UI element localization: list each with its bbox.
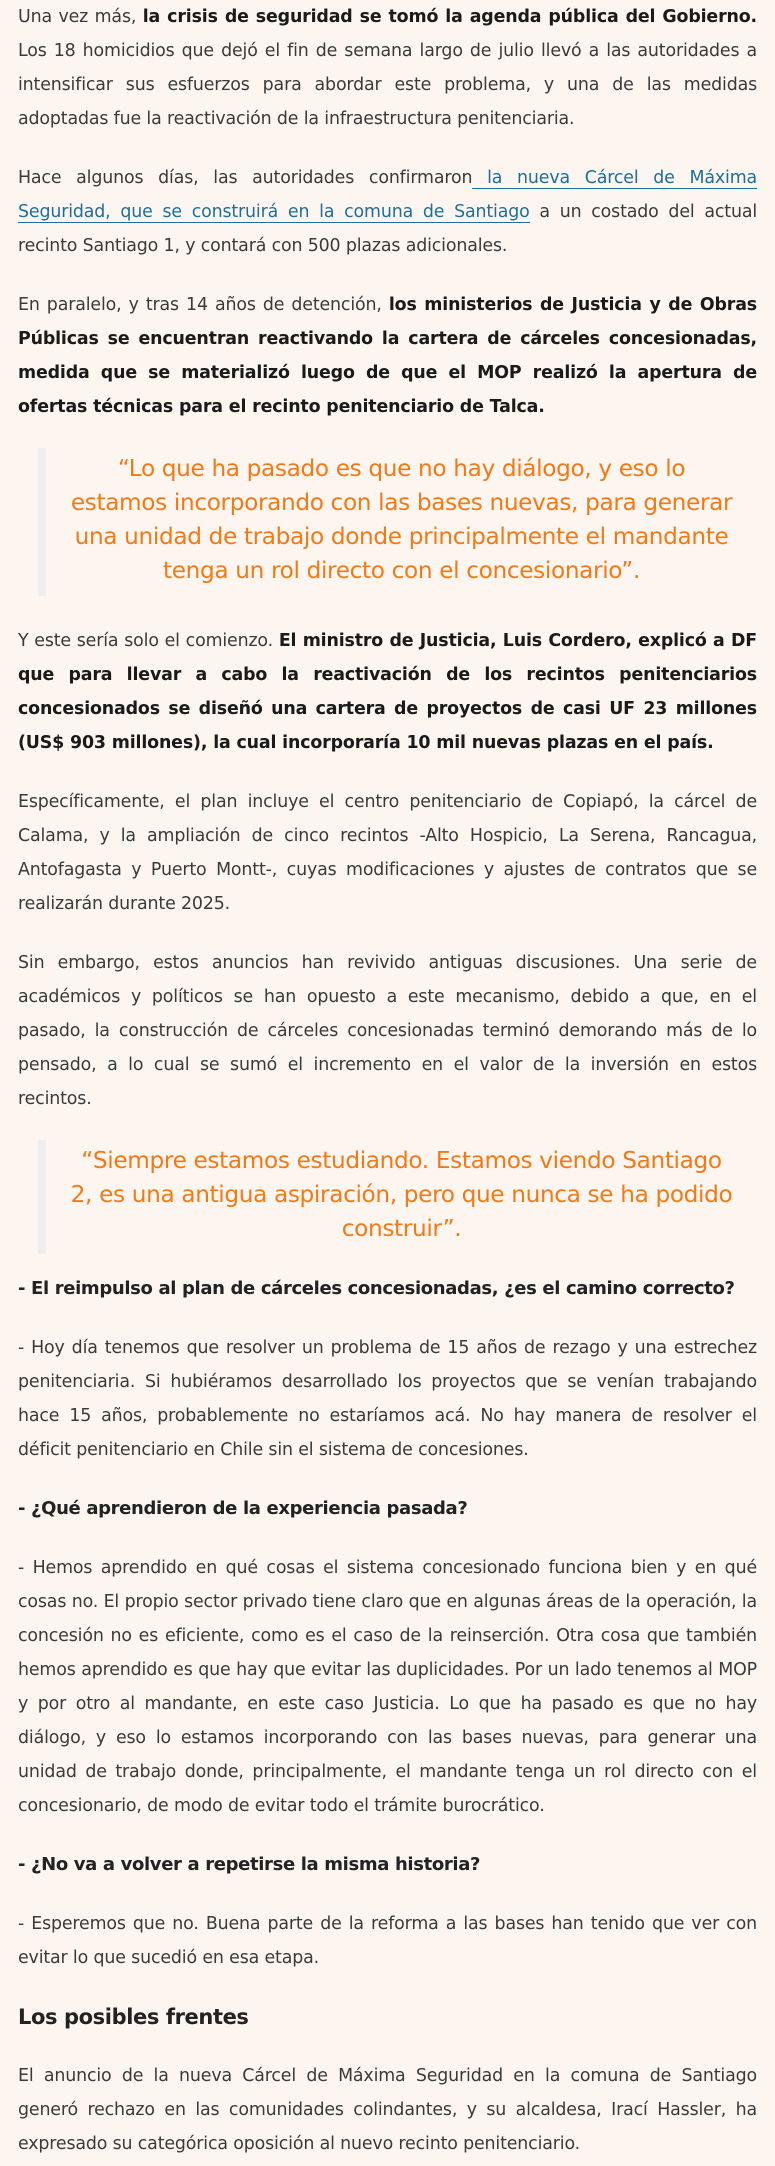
paragraph-new-prison <box>18 161 757 263</box>
interview-question-3: - ¿No va a volver a repetirse la misma historia? <box>18 1854 481 1875</box>
text-run: Y este sería solo el comienzo. <box>18 631 279 651</box>
pull-quote-santiago-2: “Siempre estamos estudiando. Estamos viendo Santiago 2, es una antigua aspiración, pero que nunca se ha podido construir”. <box>38 1140 757 1254</box>
paragraph-plan-details: Específicamente, el plan incluye el centro penitenciario de Copiapó, la cárcel de Calama, y la ampliación de cinco recintos -Alto Hospicio, La Serena, Rancagua, Antofagasta y Puerto Montt-, cuyas modificaciones y ajustes de contratos que se realizarán durante 2025. <box>18 792 757 914</box>
text-run: a un costado del actual recinto Santiago 1, y contará con 500 plazas adicionales. <box>18 202 758 256</box>
pull-quote-dialogue: “Lo que ha pasado es que no hay diálogo, y eso lo estamos incorporando con las bases nuevas, para generar una unidad de trabajo donde principalmente el mandante tenga un rol directo con el concesionario”. <box>38 448 757 596</box>
interview-answer-2: - Hemos aprendido en qué cosas el sistema concesionado funciona bien y en qué cosas no. El propio sector privado tiene claro que en algunas áreas de la operación, la concesión no es eficiente, como es el caso de la reinserción. Otra cosa que también hemos aprendido es que hay que evitar las duplicidades. Por un lado tenemos al MOP y por otro al mandante, en este caso Justicia. Lo que ha pasado es que no hay diálogo, y eso lo estamos incorporando con las bases nuevas, para generar una unidad de trabajo donde, principalmente, el mandante tenga un rol directo con el concesionario, de modo de evitar todo el trámite burocrático. <box>18 1558 757 1816</box>
link-new-max-security-prison[interactable]: la nueva Cárcel de Máxima Seguridad, que se construirá en la comuna de Santiago <box>18 168 757 222</box>
text-run: Los 18 homicidios que dejó el fin de semana largo de julio llevó a las autoridades a intensificar sus esfuerzos para abordar este problema, y una de las medidas adoptadas fue la reactivación de la infraestructura penitenciaria. <box>18 41 757 129</box>
paragraph-opposition: El anuncio de la nueva Cárcel de Máxima Seguridad en la comuna de Santiago generó rechazo en las comunidades colindantes, y su alcaldesa, Irací Hassler, ha expresado su categórica oposición al nuevo recinto penitenciario. <box>18 2066 757 2154</box>
interview-question-2: - ¿Qué aprendieron de la experiencia pasada? <box>18 1498 468 1519</box>
interview-answer-3: - Esperemos que no. Buena parte de la reforma a las bases han tenido que ver con evitar lo que sucedió en esa etapa. <box>18 1914 757 1968</box>
paragraph-concessions <box>18 288 757 424</box>
section-heading: Los posibles frentes <box>18 2005 249 2029</box>
bold-run: los ministerios de Justicia y de Obras Públicas se encuentran reactivando la cartera de cárceles concesionadas, medida que se materializó luego de que el MOP realizó la apertura de ofertas técnicas para el recinto penitenciario de Talca. <box>18 295 757 417</box>
paragraph-discussions: Sin embargo, estos anuncios han revivido antiguas discusiones. Una serie de académicos y políticos se han opuesto a este mecanismo, debido a que, en el pasado, la construcción de cárceles concesionadas terminó demorando más de lo pensado, a lo cual se sumó el incremento en el valor de la inversión en estos recintos. <box>18 953 757 1109</box>
paragraph-minister <box>18 624 757 760</box>
paragraph-intro <box>18 0 757 136</box>
bold-run: la crisis de seguridad se tomó la agenda pública del Gobierno. <box>142 7 757 27</box>
interview-answer-1: - Hoy día tenemos que resolver un problema de 15 años de rezago y una estrechez penitenciaria. Si hubiéramos desarrollado los proyectos que se venían trabajando hace 15 años, probablemente no estaríamos acá. No hay manera de resolver el déficit penitenciario en Chile sin el sistema de concesiones. <box>18 1338 757 1460</box>
bold-run: El ministro de Justicia, Luis Cordero, explicó a DF que para llevar a cabo la reactivación de los recintos penitenciarios concesionados se diseñó una cartera de proyectos de casi UF 23 millones (US$ 903 millones), la cual incorporaría 10 mil nuevas plazas en el país. <box>18 631 757 753</box>
interview-question-1: - El reimpulso al plan de cárceles concesionadas, ¿es el camino correcto? <box>18 1278 735 1299</box>
text-run: En paralelo, y tras 14 años de detención, <box>18 295 389 315</box>
text-run: Una vez más, <box>18 7 143 27</box>
text-run: Hace algunos días, las autoridades confirmaron <box>18 168 473 188</box>
